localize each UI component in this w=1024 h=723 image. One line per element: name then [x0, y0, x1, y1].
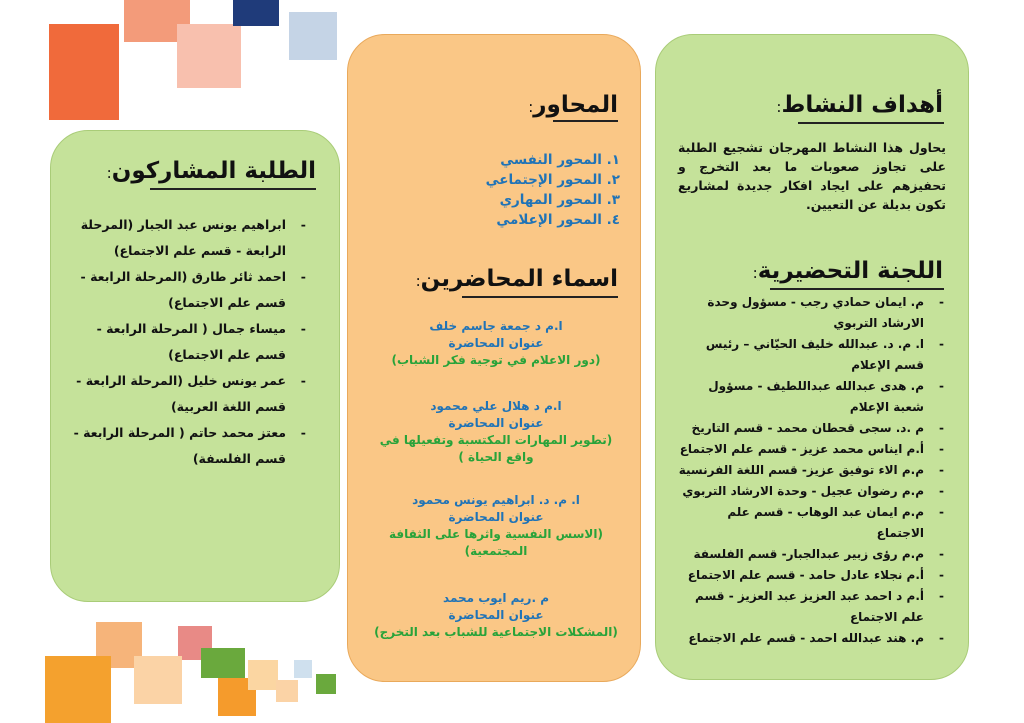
lecture-heading: عنوان المحاضرة — [448, 416, 544, 430]
committee-member: - أ.م نجلاء عادل حامد - قسم علم الاجتماع — [678, 565, 946, 586]
committee-member: - ا. م. د. عبدالله خليف الحيّاني – رئيس قسم الإعلام — [678, 334, 946, 376]
lecture-heading: عنوان المحاضرة — [448, 510, 544, 524]
committee-member: - م. هدى عبدالله عبداللطيف - مسؤول شعبة الإعلام — [678, 376, 946, 418]
committee-member: - أ.م د احمد عبد العزيز عبد العزيز - قسم علم الاجتماع — [678, 586, 946, 628]
lecture-topic: (المشكلات الاجتماعية للشباب بعد التخرج) — [374, 625, 618, 639]
axes-title-underline — [553, 120, 618, 122]
lecturer-entry — [368, 590, 624, 641]
lecturers-title — [416, 266, 618, 292]
lecturer-entry — [368, 318, 624, 369]
axes-title — [528, 92, 618, 118]
decor-square — [276, 680, 298, 702]
axis-item: ٣. المحور المهاري — [499, 192, 620, 208]
student-item: - معتز محمد حاتم ( المرحلة الرابعة - قسم الفلسفة) — [72, 420, 308, 472]
lecturer-entry — [368, 398, 624, 466]
committee-member: - م.م رؤى زبير عبدالجبار- قسم الفلسفة — [678, 544, 946, 565]
committee-title-colon: : — [752, 264, 758, 282]
decor-square — [294, 660, 312, 678]
committee-member: - أ.م ايناس محمد عزيز - قسم علم الاجتماع — [678, 439, 946, 460]
committee-list — [678, 292, 946, 649]
lecture-heading: عنوان المحاضرة — [448, 608, 544, 622]
students-title — [107, 158, 316, 184]
lecturers-title-text: اسماء المحاضرين — [420, 266, 618, 292]
committee-title — [753, 258, 943, 284]
decor-square — [45, 656, 111, 723]
decor-square — [201, 648, 245, 678]
committee-member: - م.م الاء توفيق عزيز- قسم اللغة الفرنسية — [678, 460, 946, 481]
student-item: - احمد ثائر طارق (المرحلة الرابعة - قسم علم الاجتماع) — [72, 264, 308, 316]
goals-title — [776, 92, 943, 118]
lecturer-name: م .ريم ايوب محمد — [443, 591, 549, 605]
goals-title-text: أهداف النشاط — [781, 92, 943, 118]
students-title-text: الطلبة المشاركون — [111, 158, 316, 184]
committee-title-text: اللجنة التحضيرية — [757, 258, 943, 284]
axes-title-colon: : — [528, 98, 534, 116]
axes-title-text: المحاور — [533, 92, 618, 118]
lecturer-name: ا. م. د. ابراهيم يونس محمود — [412, 493, 580, 507]
goals-title-underline — [798, 122, 944, 124]
students-title-colon: : — [106, 164, 112, 182]
lecture-topic: (دور الاعلام في توجية فكر الشباب) — [391, 353, 601, 367]
axis-item: ١. المحور النفسي — [500, 152, 620, 168]
lecture-topic: (تطوير المهارات المكتسبة وتفعيلها في واقع الحياة ) — [379, 433, 613, 464]
students-list — [72, 212, 308, 472]
lecture-topic: (الاسس النفسية واثرها على الثقافة المجتمعية) — [389, 527, 603, 558]
student-item: - عمر يونس خليل (المرحلة الرابعة - قسم اللغة العربية) — [72, 368, 308, 420]
committee-member: - م. هند عبدالله احمد - قسم علم الاجتماع — [678, 628, 946, 649]
axis-item: ٤. المحور الإعلامي — [496, 212, 620, 228]
student-item: - ابراهيم يونس عبد الجبار (المرحلة الرابعة - قسم علم الاجتماع) — [72, 212, 308, 264]
lecturer-name: ا.م د جمعة جاسم خلف — [429, 319, 563, 333]
lecturer-name: ا.م د هلال علي محمود — [430, 399, 562, 413]
goals-title-colon: : — [776, 98, 782, 116]
student-item: - ميساء جمال ( المرحلة الرابعة - قسم علم الاجتماع) — [72, 316, 308, 368]
committee-title-underline — [770, 288, 944, 290]
lecture-heading: عنوان المحاضرة — [448, 336, 544, 350]
students-title-underline — [150, 188, 316, 190]
decor-square — [49, 24, 119, 120]
lecturers-title-underline — [462, 296, 618, 298]
decor-square — [233, 0, 279, 26]
decor-square — [248, 660, 278, 690]
committee-member: - م. ايمان حمادي رجب - مسؤول وحدة الارشاد التربوي — [678, 292, 946, 334]
committee-member: - م.م ايمان عبد الوهاب - قسم علم الاجتماع — [678, 502, 946, 544]
axes-list — [420, 150, 620, 230]
committee-member: - م.م رضوان عجيل - وحدة الارشاد التربوي — [678, 481, 946, 502]
axis-item: ٢. المحور الإجتماعي — [485, 172, 620, 188]
lecturers-title-colon: : — [415, 272, 421, 290]
goals-text: يحاول هذا النشاط المهرجان تشجيع الطلبة على تجاوز صعوبات ما بعد التخرج و تحفيزهم على ايجاد افكار جديدة لمشاريع تكون بديلة عن التعيين. — [678, 140, 946, 212]
decor-square — [177, 24, 241, 88]
decor-square — [134, 656, 182, 704]
committee-member: - م .د. سجى قحطان محمد - قسم التاريخ — [678, 418, 946, 439]
decor-square — [316, 674, 336, 694]
lecturer-entry — [368, 492, 624, 560]
decor-square — [289, 12, 337, 60]
